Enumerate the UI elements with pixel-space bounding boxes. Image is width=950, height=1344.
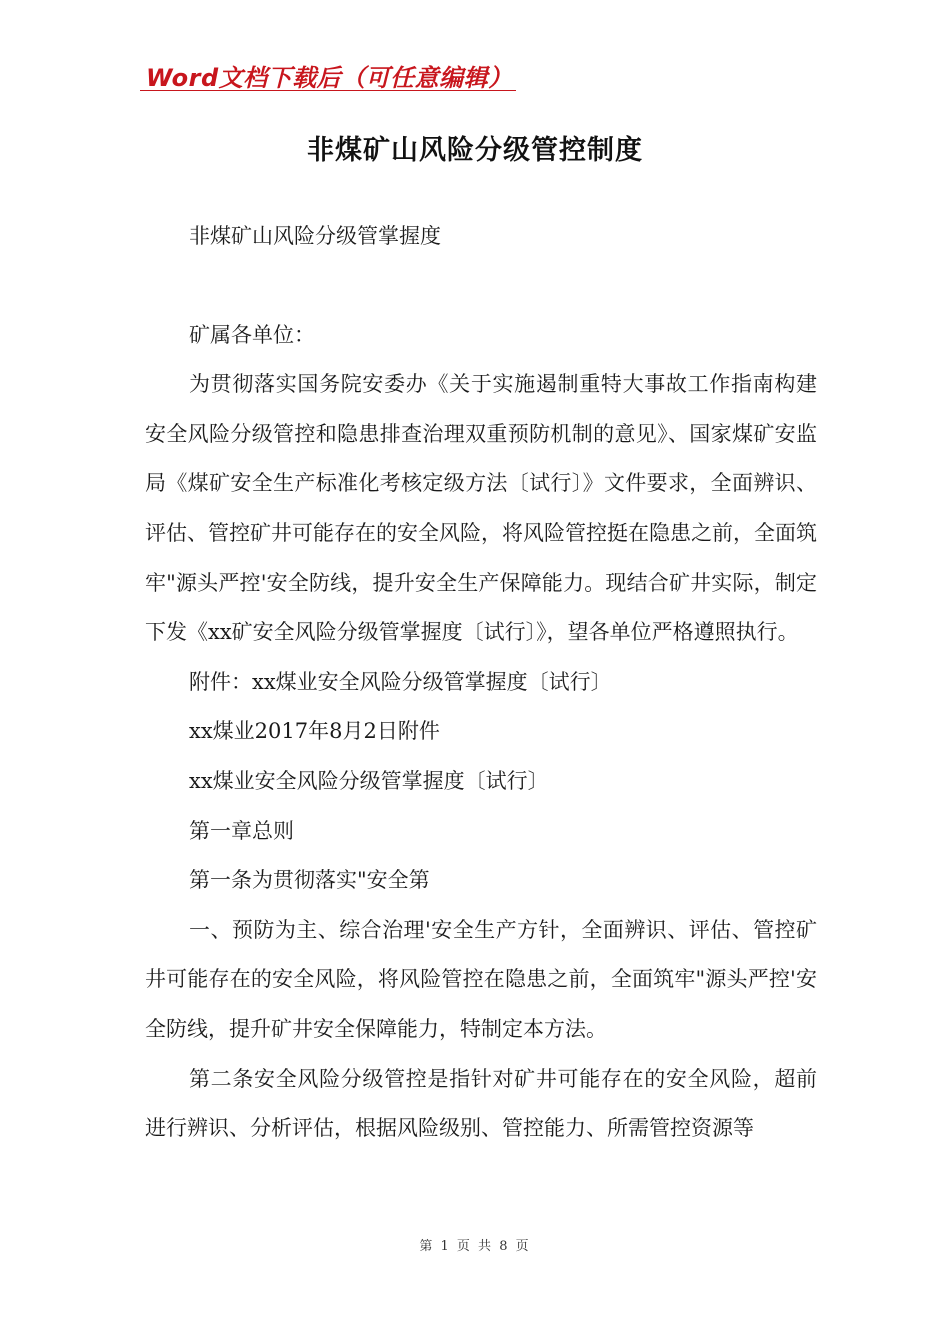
attachment-title-paragraph: xx煤业安全风险分级管掌握度〔试行〕 xyxy=(189,768,549,793)
article-two-paragraph: 第二条安全风险分级管控是指针对矿井可能存在的安全风险，超前进行辨识、分析评估，根据风险级别、管控能力、所需管控资源等 xyxy=(145,1066,817,1141)
document-title: 非煤矿山风险分级管控制度 xyxy=(307,135,643,166)
download-watermark: Word文档下载后（可任意编辑） xyxy=(146,64,513,92)
subtitle-paragraph: 非煤矿山风险分级管掌握度 xyxy=(189,224,441,248)
document-body xyxy=(145,212,817,1154)
article-one-paragraph: 第一条为贯彻落实"安全第 xyxy=(189,868,430,893)
attachment-paragraph: 附件：xx煤业安全风险分级管掌握度〔试行〕 xyxy=(189,669,612,694)
watermark-underline xyxy=(140,90,516,91)
article-one-continued-paragraph: 一、预防为主、综合治理'安全生产方针，全面辨识、评估、管控矿井可能存在的安全风险，将风险管控在隐患之前，全面筑牢"源头严控'安全防线，提升矿井安全保障能力，特制定本方法。 xyxy=(145,917,817,1041)
issuer-date-paragraph: xx煤业2017年8月2日附件 xyxy=(189,719,440,744)
salutation-paragraph: 矿属各单位： xyxy=(189,322,315,347)
page-number-footer: 第 1 页 共 8 页 xyxy=(419,1239,531,1254)
intro-paragraph: 为贯彻落实国务院安委办《关于实施遏制重特大事故工作指南构建安全风险分级管控和隐患排查治理双重预防机制的意见》、国家煤矿安监局《煤矿安全生产标准化考核定级方法〔试行〕》文件要求，全面辨识、评估、管控矿井可能存在的安全风险，将风险管控挺在隐患之前，全面筑牢"源头严控'安全防线，提升安全生产保障能力。现结合矿井实际，制定下发《xx矿安全风险分级管掌握度〔试行〕》，望各单位严格遵照执行。 xyxy=(145,372,817,645)
chapter-heading: 第一章总则 xyxy=(189,818,294,843)
